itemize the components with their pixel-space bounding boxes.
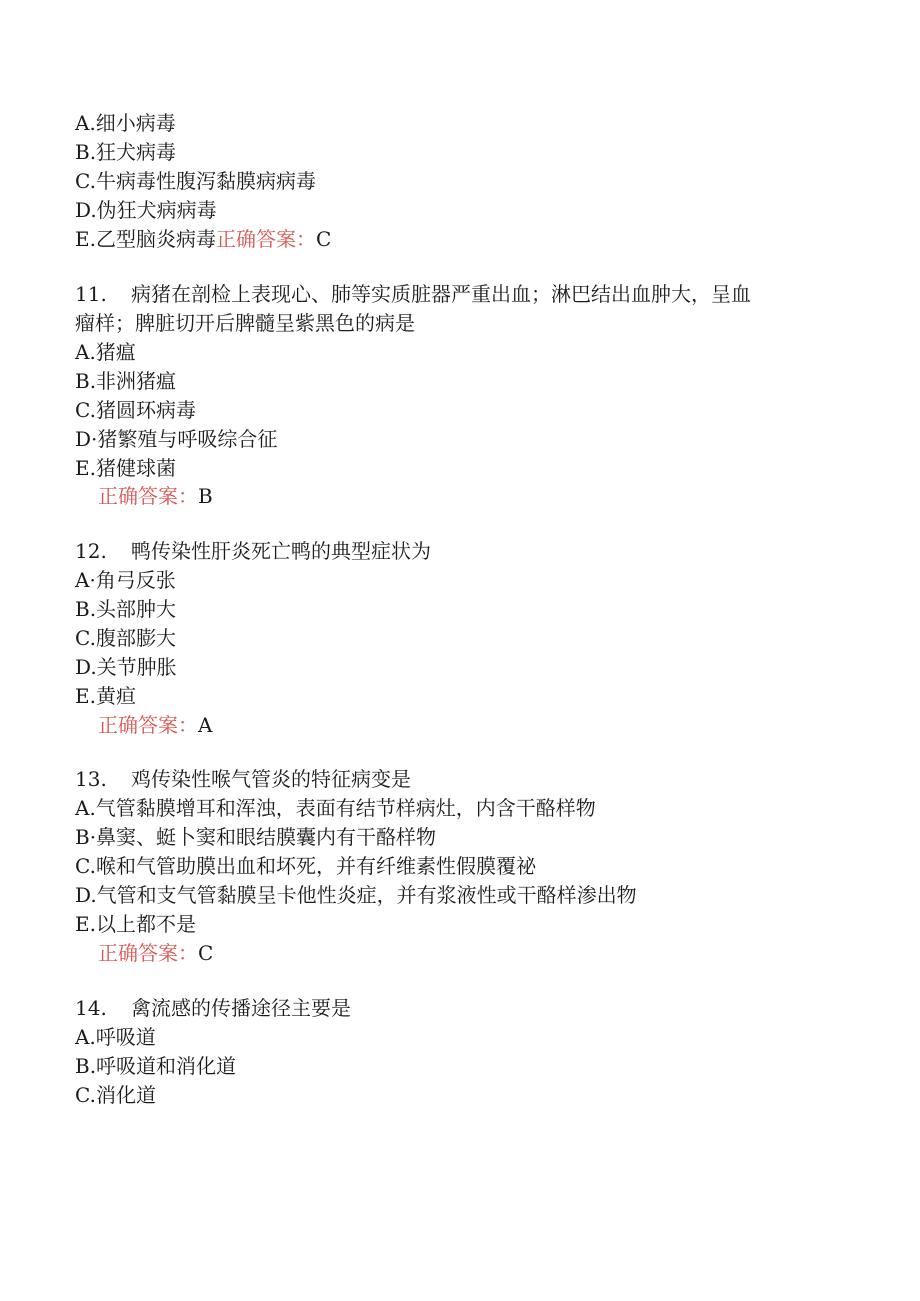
q13-option-a: A.气管黏膜增耳和浑浊，表面有结节样病灶，内含干酪样物 — [75, 796, 596, 820]
q10-answer-value: C — [315, 227, 332, 251]
q13-answer-label: 正确答案： — [98, 941, 198, 965]
q12-stem — [75, 537, 431, 566]
q12-option-a: A·角弓反张 — [75, 568, 176, 592]
q11-option-b: B.非洲猪瘟 — [75, 369, 177, 393]
q14-number: 14. — [75, 996, 107, 1020]
q14-option-a: A.呼吸道 — [75, 1025, 156, 1049]
q13-number: 13. — [75, 767, 107, 791]
q13-option-d: D.气管和支气管黏膜呈卡他性炎症，并有浆液性或干酪样渗出物 — [75, 883, 637, 907]
q12-option-c: C.腹部膨大 — [75, 626, 176, 650]
q11-answer-value: B — [198, 484, 213, 508]
q11-option-c: C.猪圆环病毒 — [75, 398, 196, 422]
q10-option-e-row — [75, 225, 331, 254]
q12-stem-line1: 鸭传染性肝炎死亡鸭的典型症状为 — [131, 539, 431, 563]
q10-answer-label: 正确答案： — [215, 227, 316, 251]
q11-option-e: E.猪健球菌 — [75, 456, 176, 480]
q14-option-c: C.消化道 — [75, 1083, 156, 1107]
q10-option-e: E.乙型脑炎病毒 — [75, 227, 216, 251]
q11-option-a: A.猪瘟 — [75, 340, 136, 364]
q11-answer-label: 正确答案： — [98, 484, 198, 508]
q12-option-e: E.黄疸 — [75, 684, 136, 708]
q12-answer-value: A — [198, 713, 213, 737]
q13-stem — [75, 765, 411, 794]
q12-number: 12. — [75, 539, 107, 563]
q11-answer — [98, 482, 213, 511]
q13-answer-value: C — [198, 941, 214, 965]
q12-option-b: B.头部肿大 — [75, 597, 177, 621]
q13-option-c: C.喉和气管助膜出血和坏死，并有纤维素性假膜覆祕 — [75, 854, 536, 878]
q11-stem-line2: 瘤样；脾脏切开后脾髓呈紫黑色的病是 — [75, 311, 415, 335]
q14-stem — [75, 994, 351, 1023]
q14-stem-line1: 禽流感的传播途径主要是 — [131, 996, 351, 1020]
q12-answer-label: 正确答案： — [98, 713, 198, 737]
q13-option-b: B·鼻窦、蜓卜窦和眼结膜囊内有干酪样物 — [75, 825, 437, 849]
q10-option-a: A.细小病毒 — [75, 111, 176, 135]
q12-answer — [98, 711, 212, 740]
q12-option-d: D.关节肿胀 — [75, 655, 177, 679]
q14-option-b: B.呼吸道和消化道 — [75, 1054, 237, 1078]
q13-option-e: E.以上都不是 — [75, 912, 196, 936]
q10-option-c: C.牛病毒性腹泻黏膜病病毒 — [75, 169, 316, 193]
q10-option-b: B.狂犬病毒 — [75, 140, 177, 164]
q10-option-d: D.伪狂犬病病毒 — [75, 198, 217, 222]
q11-number: 11. — [75, 282, 107, 306]
q11-stem-line1: 病猪在剖检上表现心、肺等实质脏器严重出血；淋巴结出血肿大，呈血 — [131, 282, 751, 306]
q11-stem — [75, 280, 751, 309]
q13-stem-line1: 鸡传染性喉气管炎的特征病变是 — [131, 767, 411, 791]
q13-answer — [98, 939, 213, 968]
q11-option-d: D·猪繁殖与呼吸综合征 — [75, 427, 278, 451]
